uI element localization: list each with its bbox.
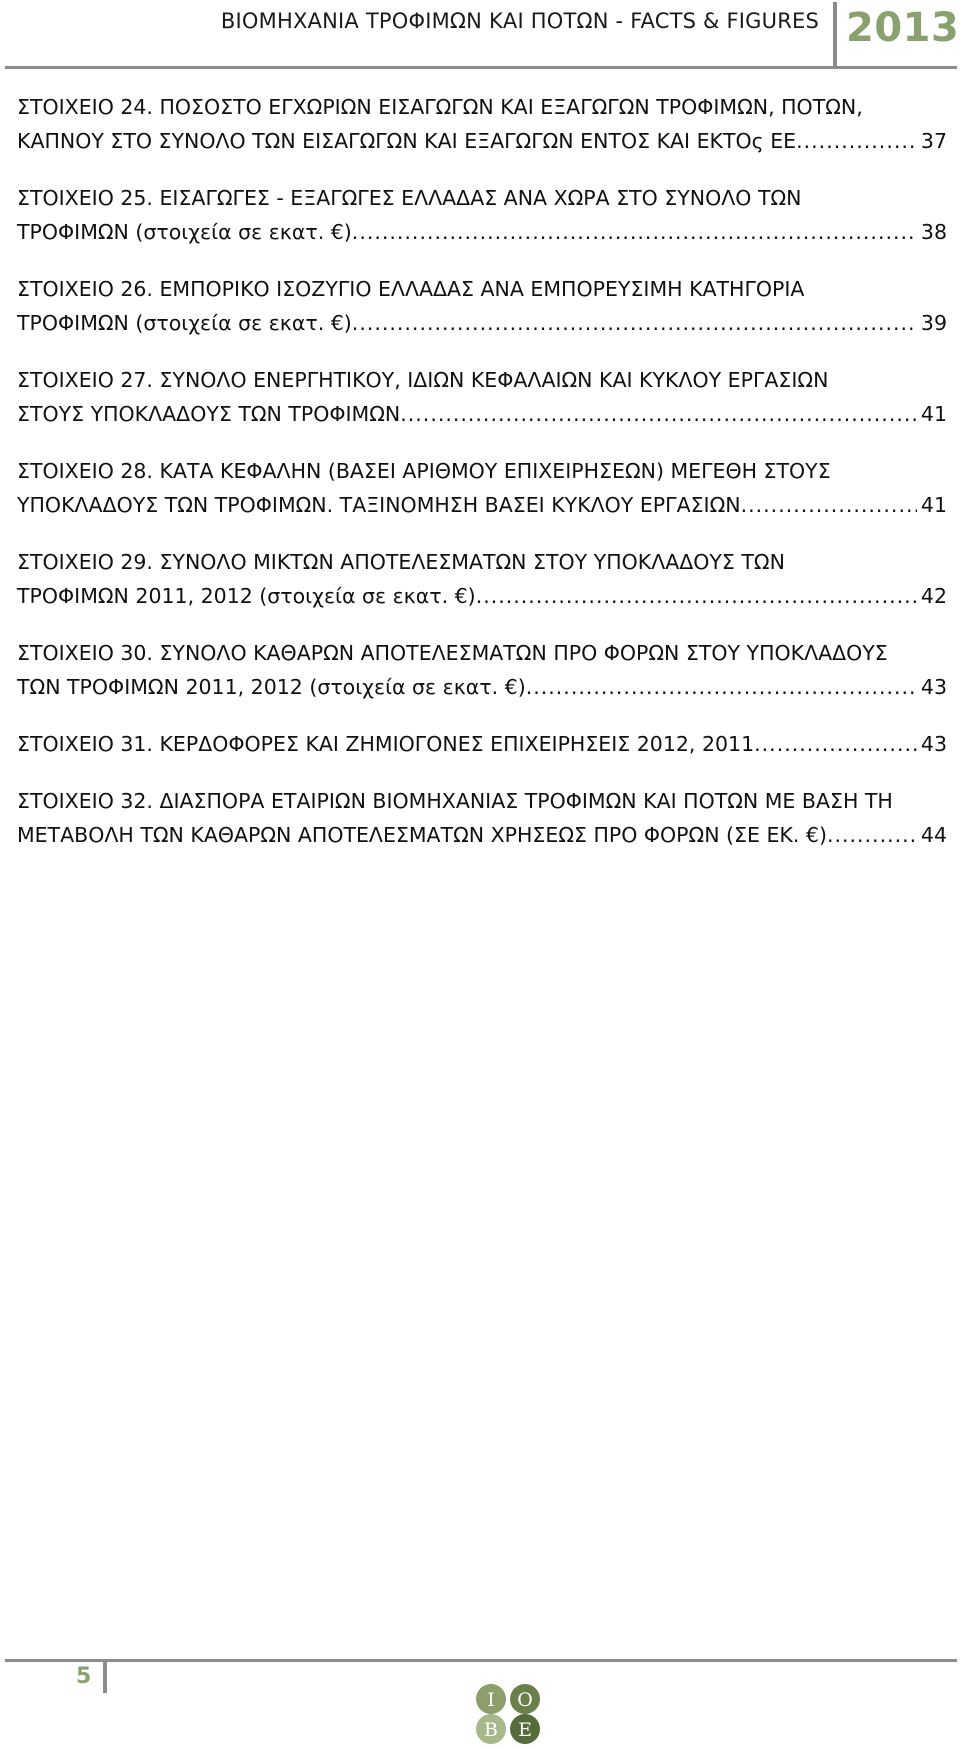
toc-entry-title: ΣΤΟΙΧΕΙΟ 25. ΕΙΣΑΓΩΓΕΣ - ΕΞΑΓΩΓΕΣ ΕΛΛΑΔΑΣ ΑΝΑ ΧΩΡΑ ΣΤΟ ΣΥΝΟΛΟ ΤΩΝ [17,186,802,210]
header-year: 2013 [846,5,960,51]
toc-entry-title: ΣΤΟΙΧΕΙΟ 29. ΣΥΝΟΛΟ ΜΙΚΤΩΝ ΑΠΟΤΕΛΕΣΜΑΤΩΝ ΣΤΟΥ ΥΠΟΚΛΑΔΟΥΣ ΤΩΝ [17,550,785,574]
dot-leader [400,397,917,431]
header-divider [833,2,837,66]
dot-leader [352,306,917,340]
toc-entry-31[interactable] [17,727,947,761]
toc-entry-25[interactable] [17,181,947,249]
toc-page-number: 43 [920,675,947,699]
toc-entry-32[interactable] [17,784,947,852]
footer-rule [5,1659,957,1662]
dot-leader [754,727,917,761]
toc-page-number: 42 [920,584,947,608]
toc-entry-title-cont: ΤΡΟΦΙΜΩΝ (στοιχεία σε εκατ. €) [17,311,352,335]
page-header [0,0,960,70]
logo-letter-1: Ι [487,1689,495,1711]
toc-entry-title: ΣΤΟΙΧΕΙΟ 32. ΔΙΑΣΠΟΡΑ ΕΤΑΙΡΙΩΝ ΒΙΟΜΗΧΑΝΙΑΣ ΤΡΟΦΙΜΩΝ ΚΑΙ ΠΟΤΩΝ ΜΕ ΒΑΣΗ ΤΗ [17,789,893,813]
toc-page-number: 43 [920,732,947,756]
toc-page-number: 38 [920,220,947,244]
logo-letter-2: Ο [517,1689,533,1711]
toc-entry-title-cont: ΣΤΟΥΣ ΥΠΟΚΛΑΔΟΥΣ ΤΩΝ ΤΡΟΦΙΜΩΝ [17,402,401,426]
toc-page-number: 44 [920,823,947,847]
toc-page-number: 41 [920,493,947,517]
iobe-logo [474,1683,542,1745]
dot-leader [476,579,917,613]
toc-entry-title: ΣΤΟΙΧΕΙΟ 30. ΣΥΝΟΛΟ ΚΑΘΑΡΩΝ ΑΠΟΤΕΛΕΣΜΑΤΩΝ ΠΡΟ ΦΟΡΩΝ ΣΤΟΥ ΥΠΟΚΛΑΔΟΥΣ [17,641,888,665]
toc-page-number: 37 [920,129,947,153]
footer-divider [103,1661,107,1693]
page-number: 5 [76,1664,92,1689]
toc-entry-title: ΣΤΟΙΧΕΙΟ 27. ΣΥΝΟΛΟ ΕΝΕΡΓΗΤΙΚΟΥ, ΙΔΙΩΝ ΚΕΦΑΛΑΙΩΝ ΚΑΙ ΚΥΚΛΟΥ ΕΡΓΑΣΙΩΝ [17,368,829,392]
toc-page-number: 41 [920,402,947,426]
toc-entry-title: ΣΤΟΙΧΕΙΟ 24. ΠΟΣΟΣΤΟ ΕΓΧΩΡΙΩΝ ΕΙΣΑΓΩΓΩΝ ΚΑΙ ΕΞΑΓΩΓΩΝ ΤΡΟΦΙΜΩΝ, ΠΟΤΩΝ, [17,95,863,119]
toc-entry-title: ΣΤΟΙΧΕΙΟ 28. ΚΑΤΑ ΚΕΦΑΛΗΝ (ΒΑΣΕΙ ΑΡΙΘΜΟΥ ΕΠΙΧΕΙΡΗΣΕΩΝ) ΜΕΓΕΘΗ ΣΤΟΥΣ [17,459,831,483]
table-of-contents [17,90,947,875]
logo-letter-3: Β [484,1719,498,1741]
dot-leader [796,124,917,158]
toc-entry-title-cont: ΤΩΝ ΤΡΟΦΙΜΩΝ 2011, 2012 (στοιχεία σε εκατ. €) [17,675,526,699]
toc-entry-26[interactable] [17,272,947,340]
dot-leader [352,215,917,249]
dot-leader [741,488,917,522]
toc-entry-title-cont: ΚΑΠΝΟΥ ΣΤΟ ΣΥΝΟΛΟ ΤΩΝ ΕΙΣΑΓΩΓΩΝ ΚΑΙ ΕΞΑΓΩΓΩΝ ΕΝΤΟΣ ΚΑΙ ΕΚΤΟς ΕΕ [17,129,797,153]
header-title: ΒΙΟΜΗΧΑΝΙΑ ΤΡΟΦΙΜΩΝ ΚΑΙ ΠΟΤΩΝ - FACTS & FIGURES [220,9,819,33]
toc-page-number: 39 [920,311,947,335]
dot-leader [827,818,917,852]
toc-entry-title: ΣΤΟΙΧΕΙΟ 26. ΕΜΠΟΡΙΚΟ ΙΣΟΖΥΓΙΟ ΕΛΛΑΔΑΣ ΑΝΑ ΕΜΠΟΡΕΥΣΙΜΗ ΚΑΤΗΓΟΡΙΑ [17,277,805,301]
dot-leader [526,670,917,704]
toc-entry-title: ΣΤΟΙΧΕΙΟ 31. ΚΕΡΔΟΦΟΡΕΣ ΚΑΙ ΖΗΜΙΟΓΟΝΕΣ ΕΠΙΧΕΙΡΗΣΕΙΣ 2012, 2011 [17,732,755,756]
toc-entry-28[interactable] [17,454,947,522]
toc-entry-27[interactable] [17,363,947,431]
toc-entry-24[interactable] [17,90,947,158]
header-rule [5,66,957,69]
toc-entry-29[interactable] [17,545,947,613]
toc-entry-title-cont: ΥΠΟΚΛΑΔΟΥΣ ΤΩΝ ΤΡΟΦΙΜΩΝ. ΤΑΞΙΝΟΜΗΣΗ ΒΑΣΕΙ ΚΥΚΛΟΥ ΕΡΓΑΣΙΩΝ [17,493,741,517]
toc-entry-30[interactable] [17,636,947,704]
toc-entry-title-cont: ΜΕΤΑΒΟΛΗ ΤΩΝ ΚΑΘΑΡΩΝ ΑΠΟΤΕΛΕΣΜΑΤΩΝ ΧΡΗΣΕΩΣ ΠΡΟ ΦΟΡΩΝ (ΣΕ ΕΚ. €) [17,823,827,847]
logo-letter-4: Ε [518,1719,532,1741]
toc-entry-title-cont: ΤΡΟΦΙΜΩΝ (στοιχεία σε εκατ. €) [17,220,352,244]
toc-entry-title-cont: ΤΡΟΦΙΜΩΝ 2011, 2012 (στοιχεία σε εκατ. €) [17,584,476,608]
